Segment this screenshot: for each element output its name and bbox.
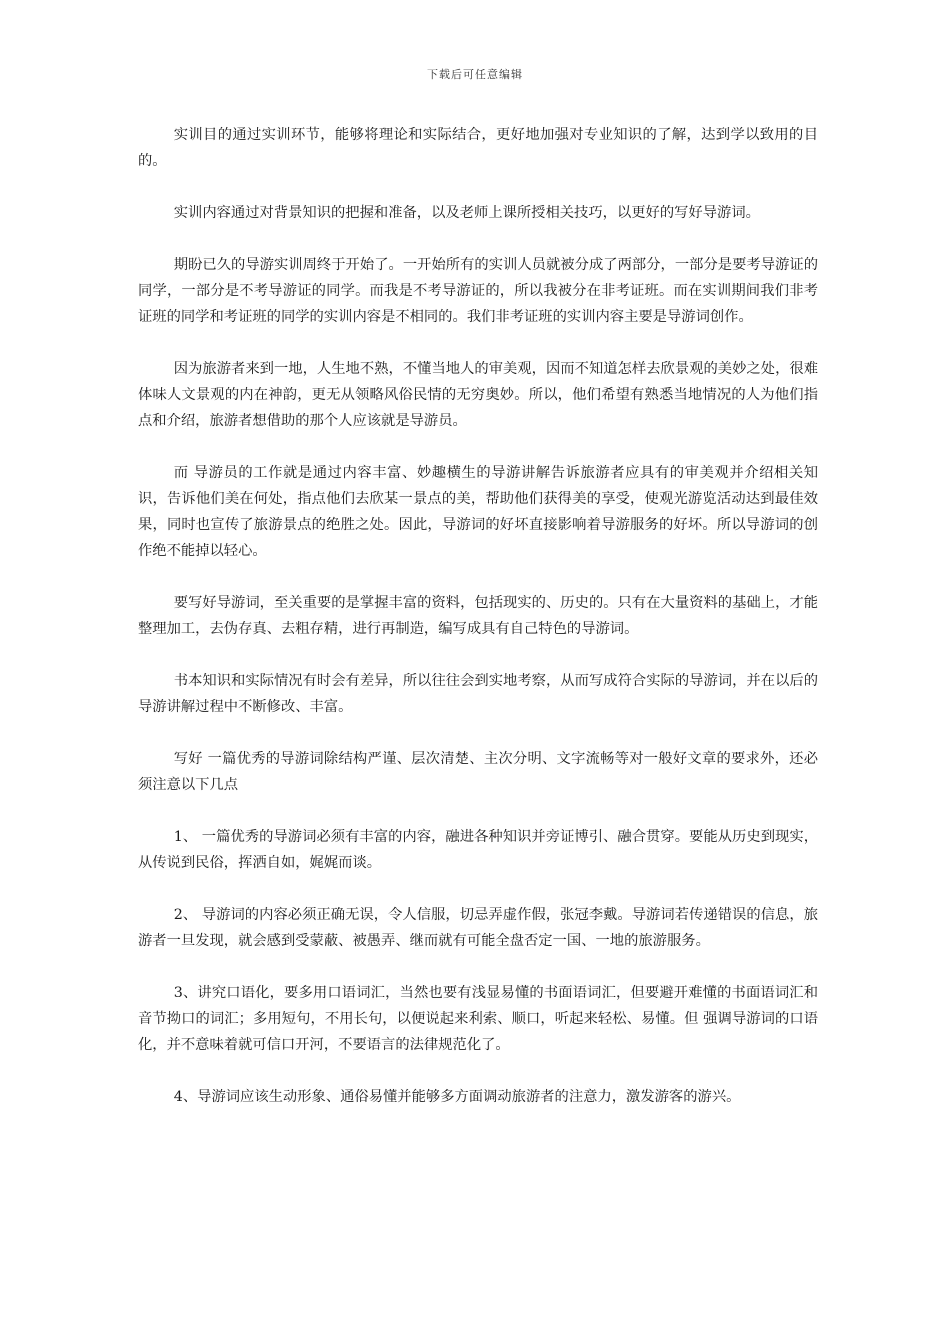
- paragraph-point-4: 4、导游词应该生动形象、通俗易懂并能够多方面调动旅游者的注意力，激发游客的游兴。: [173, 1089, 741, 1105]
- document-body: [138, 122, 818, 1136]
- paragraph-point-3: 3、讲究口语化，要多用口语词汇，当然也要有浅显易懂的书面语词汇，但要避开难懂的书面语词汇和音节拗口的词汇；多用短句，不用长句，以便说起来利索、顺口，听起来轻松、易懂。但 强调导游词的口语化，并不意味着就可信口开河，不要语言的法律规范化了。: [138, 985, 818, 1053]
- paragraph-training-week: 期盼已久的导游实训周终于开始了。一开始所有的实训人员就被分成了两部分，一部分是要考导游证的同学，一部分是不考导游证的同学。而我是不考导游证的，所以我被分在非考证班。而在实训期间我们非考证班的同学和考证班的同学的实训内容是不相同的。我们非考证班的实训内容主要是导游词创作。: [138, 257, 818, 325]
- page-header: 下载后可任意编辑: [427, 68, 523, 81]
- paragraph-training-purpose: 实训目的通过实训环节，能够将理论和实际结合，更好地加强对专业知识的了解，达到学以致用的目的。: [138, 127, 818, 169]
- paragraph-materials: 要写好导游词，至关重要的是掌握丰富的资料，包括现实的、历史的。只有在大量资料的基础上，才能整理加工，去伪存真、去粗存精，进行再制造，编写成具有自己特色的导游词。: [138, 595, 818, 637]
- paragraph-field-study: 书本知识和实际情况有时会有差异，所以往往会到实地考察，从而写成符合实际的导游词，并在以后的导游讲解过程中不断修改、丰富。: [138, 673, 818, 715]
- paragraph-tourist-needs: 因为旅游者来到一地，人生地不熟，不懂当地人的审美观，因而不知道怎样去欣景观的美妙之处，很难体味人文景观的内在神韵，更无从领略风俗民情的无穷奥妙。所以，他们希望有熟悉当地情况的人为他们指点和介绍，旅游者想借助的那个人应该就是导游员。: [138, 361, 818, 429]
- paragraph-point-2: 2、 导游词的内容必须正确无误，令人信服，切忌弄虚作假，张冠李戴。导游词若传递错误的信息，旅游者一旦发现，就会感到受蒙蔽、被愚弄、继而就有可能全盘否定一国、一地的旅游服务。: [138, 907, 818, 949]
- paragraph-requirements-intro: 写好 一篇优秀的导游词除结构严谨、层次清楚、主次分明、文字流畅等对一般好文章的要求外，还必须注意以下几点: [138, 751, 818, 793]
- paragraph-guide-role: 而 导游员的工作就是通过内容丰富、妙趣横生的导游讲解告诉旅游者应具有的审美观并介绍相关知识，告诉他们美在何处，指点他们去欣某一景点的美，帮助他们获得美的享受，使观光游览活动达到最佳效果，同时也宣传了旅游景点的绝胜之处。因此，导游词的好坏直接影响着导游服务的好坏。所以导游词的创作绝不能掉以轻心。: [138, 465, 818, 559]
- paragraph-point-1: 1、 一篇优秀的导游词必须有丰富的内容，融进各种知识并旁证博引、融合贯穿。要能从历史到现实，从传说到民俗，挥洒自如，娓娓而谈。: [138, 829, 818, 871]
- paragraph-training-content: 实训内容通过对背景知识的把握和准备，以及老师上课所授相关技巧，以更好的写好导游词。: [173, 205, 760, 221]
